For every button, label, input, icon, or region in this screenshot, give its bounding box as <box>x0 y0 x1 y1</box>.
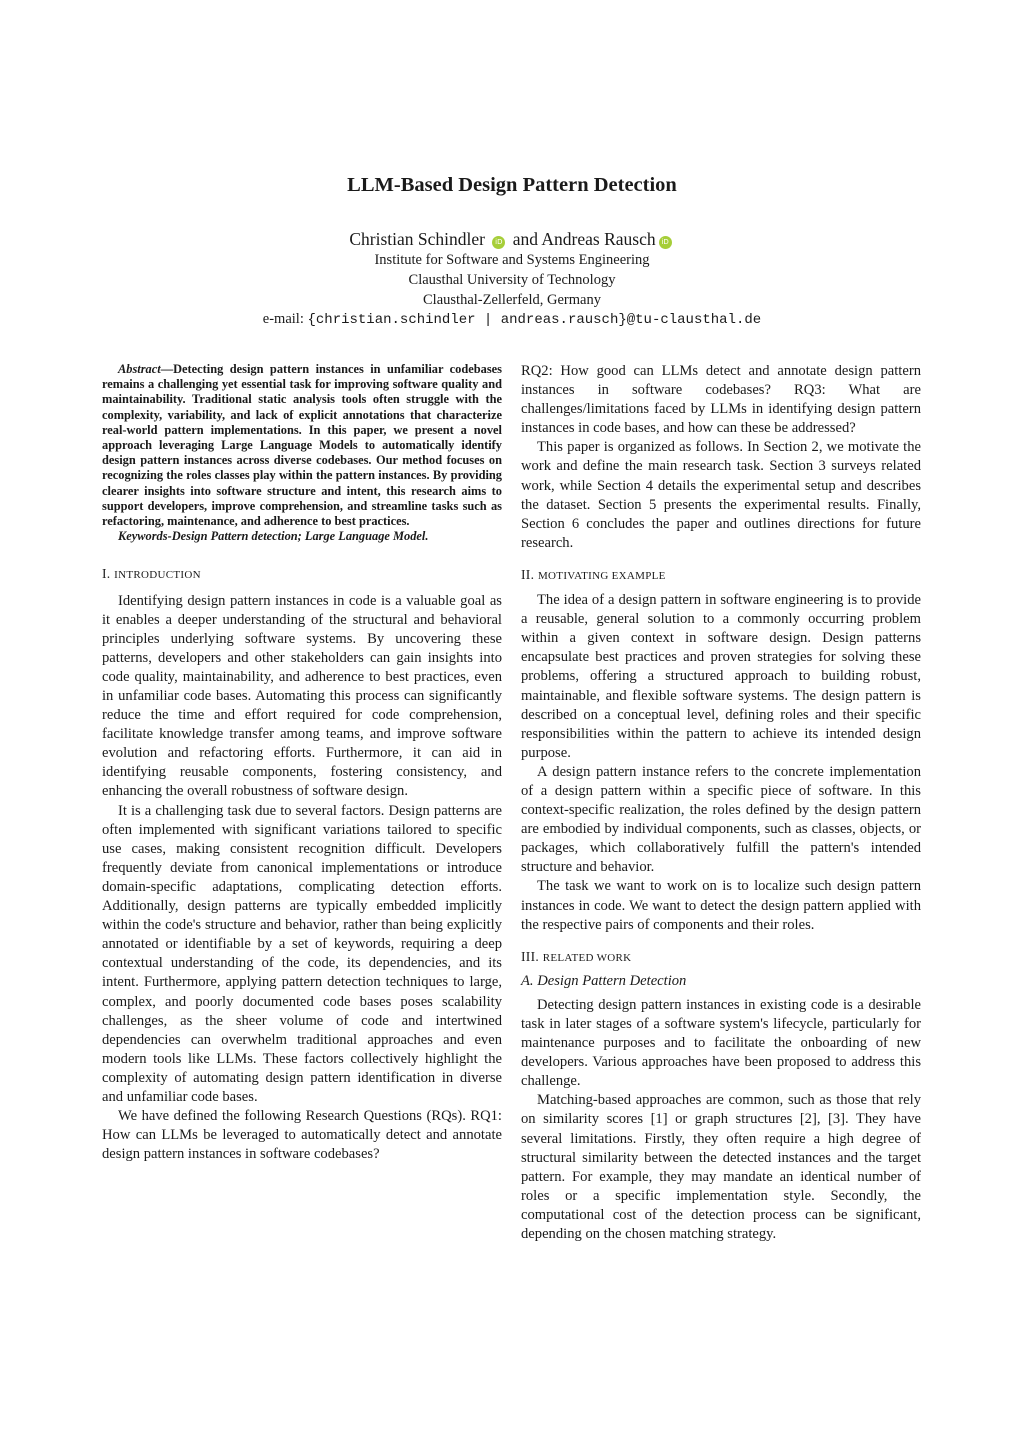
section-number: III. <box>521 948 540 964</box>
left-column <box>102 362 502 1164</box>
paragraph: Detecting design pattern instances in existing code is a desirable task in later stages of a software system's lifecycle, particularly for maintenance purposes and to facilitate the onboarding of new developers. Various approaches have been proposed to address this challenge. <box>521 996 921 1090</box>
affiliation-university: Clausthal University of Technology <box>408 272 616 288</box>
abstract-label: Abstract <box>118 362 161 376</box>
author-conjunction: and <box>512 229 538 249</box>
orcid-icon[interactable]: iD <box>492 236 505 249</box>
author-name: Andreas Rausch <box>541 229 656 249</box>
paragraph: Matching-based approaches are common, such as those that rely on similarity scores [1] or graph structures [2], [3]. They have several limitations. Firstly, they often require a high degree of structural similarity between the detected instances and the target pattern. For example, they may mandate an identical number of roles or a specific implementation style. Secondly, the computational cost of the detection process can be significant, depending on the chosen matching strategy. <box>521 1092 921 1243</box>
email-line <box>0 311 1024 328</box>
section-number: I. <box>102 566 111 582</box>
section-heading-motivating <box>521 565 921 586</box>
author-line <box>0 229 1024 250</box>
paragraph: The task we want to work on is to localize such design pattern instances in code. We want to detect the design pattern applied with the respective pairs of components and their roles. <box>521 878 921 933</box>
section-title: MOTIVATING EXAMPLE <box>537 569 666 582</box>
abstract <box>102 362 502 529</box>
paragraph: It is a challenging task due to several factors. Design patterns are often implemented with significant variations tailored to specific use cases, making consistent recognition difficult. Developers frequently deviate from canonical implementations or introduce domain-specific adaptations, complicating detection efforts. Additionally, design patterns are typically embedded implicitly within the code's structure and behavior, rather than being explicitly annotated or identifiable by a set of keywords, requiring a deep contextual understanding of the code, its dependencies, and its intent. Furthermore, applying pattern detection techniques to large, complex, and poorly documented code bases poses scalability challenges, as the sheer volume of code and intertwined dependencies can overwhelm traditional approaches and even modern tools like LLMs. These factors collectively highlight the complexity of automating design pattern identification in diverse and unfamiliar code bases. <box>102 802 502 1105</box>
affiliation-institute: Institute for Software and Systems Engineering <box>374 252 650 268</box>
paragraph: RQ2: How good can LLMs detect and annotate design pattern instances in software codebases? RQ3: What are challenges/limitations faced by LLMs in identifying design pattern instances in code bases, and how can these be addressed? <box>521 363 921 437</box>
paragraph: The idea of a design pattern in software engineering is to provide a reusable, general solution to a commonly occurring problem within a given context in software design. Design patterns encapsulate best practices and proven strategies for solving these problems, offering a structured approach to building robust, maintainable, and flexible software systems. The design pattern is described on a conceptual level, defining roles and their specific responsibilities within the pattern to achieve its intended design purpose. <box>521 592 921 761</box>
keywords: Keywords-Design Pattern detection; Large Language Model. <box>118 529 429 544</box>
right-column <box>521 362 921 1244</box>
orcid-icon[interactable]: iD <box>659 236 672 249</box>
section-heading-introduction <box>102 564 502 585</box>
paper-title: LLM-Based Design Pattern Detection <box>347 174 677 196</box>
abstract-text: —Detecting design pattern instances in unfamiliar codebases remains a challenging yet essential task for improving software quality and maintainability. Traditional static analysis tools often struggle with the complexity, variability, and lack of explicit annotations that characterize real-world pattern implementations. In this paper, we present a novel approach leveraging Large Language Models to automatically identify design pattern instances across diverse codebases. Our method focuses on recognizing the roles classes play within the pattern instances. By providing clearer insights into software structure and intent, this research aims to support developers, improve comprehension, and streamline tasks such as refactoring, maintenance, and adherence to best practices. <box>102 362 502 529</box>
section-title: RELATED WORK <box>542 951 632 964</box>
paragraph: This paper is organized as follows. In Section 2, we motivate the work and define the main research task. Section 3 surveys related work, while Section 4 details the experimental setup and describes the dataset. Section 5 presents the experimental results. Finally, Section 6 concludes the paper and outlines directions for future research. <box>521 439 921 551</box>
paragraph: We have defined the following Research Questions (RQs). RQ1: How can LLMs be leveraged to automatically detect and annotate design pattern instances in software codebases? <box>102 1108 502 1163</box>
subsection-heading: A. Design Pattern Detection <box>521 972 687 989</box>
email-label: e-mail: <box>262 311 304 327</box>
email-address: {christian.schindler | andreas.rausch}@tu-clausthal.de <box>307 312 762 328</box>
paragraph: A design pattern instance refers to the concrete implementation of a design pattern within a specific piece of software. In this context-specific realization, the roles defined by the design pattern are embodied by individual components, such as classes, objects, or packages, which collaboratively fulfill the pattern's intended structure and behavior. <box>521 763 921 876</box>
section-heading-related-work <box>521 947 921 968</box>
author-name: Christian Schindler <box>349 229 485 249</box>
affiliation-location: Clausthal-Zellerfeld, Germany <box>423 292 601 308</box>
section-title: INTRODUCTION <box>114 569 201 582</box>
section-number: II. <box>521 566 535 582</box>
paragraph: Identifying design pattern instances in code is a valuable goal as it enables a deeper understanding of the structural and behavioral principles underlying software systems. By uncovering these patterns, developers and other stakeholders can gain insights into code quality, maintainability, and adherence to best practices, even in unfamiliar code bases. Automating this process can significantly reduce the time and effort required for code comprehension, facilitate knowledge transfer among teams, and improve software evolution and refactoring efforts. Furthermore, it can aid in identifying reusable components, fostering consistency, and enhancing the overall robustness of software design. <box>102 592 502 800</box>
